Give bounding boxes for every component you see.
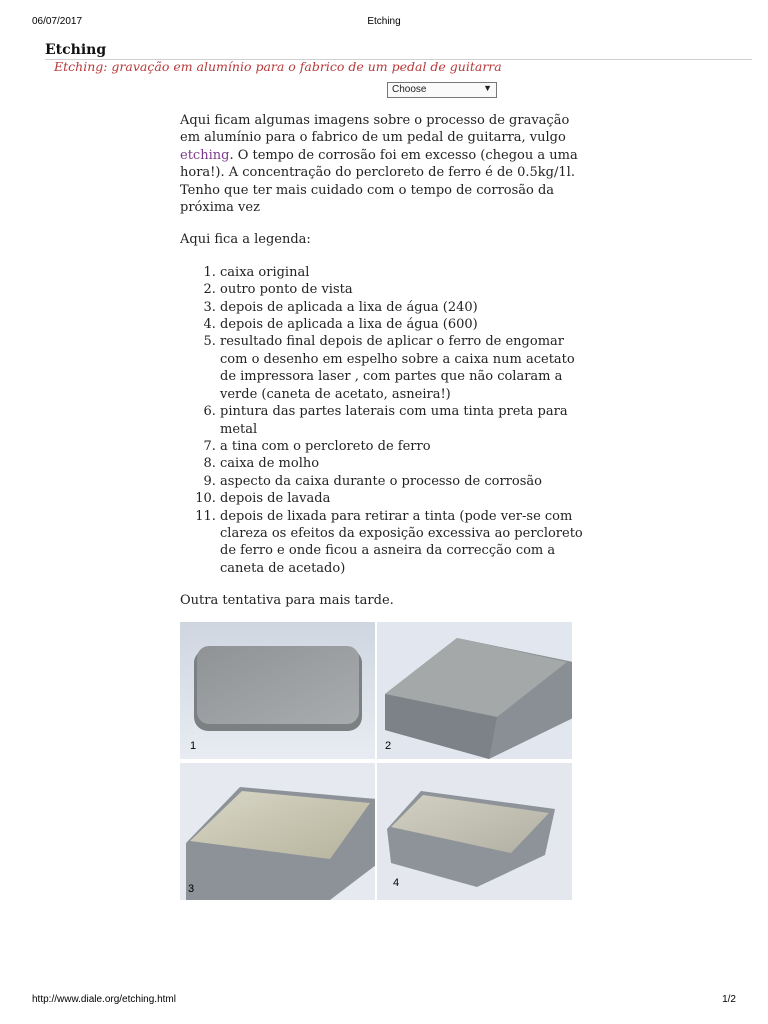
intro-paragraph — [180, 112, 590, 216]
legend-heading: Aqui fica a legenda: — [180, 232, 311, 248]
legend-item: 2. outro ponto de vista — [220, 281, 590, 298]
photo-number: 2 — [385, 740, 392, 752]
print-header — [32, 16, 736, 30]
aluminium-box-photo-icon — [377, 763, 572, 900]
print-date: 06/07/2017 — [32, 16, 83, 27]
legend-item: 1. caixa original — [220, 264, 590, 281]
legend-item: 11. depois de lixada para retirar a tinta (pode ver-se com clareza os efeitos da exposição excessiva ao percloreto de ferro e onde ficou a asneira da correcção com a caneta de acetado) — [220, 508, 590, 578]
page-select[interactable] — [387, 82, 497, 98]
photo-number: 3 — [188, 883, 195, 895]
print-title: Etching — [367, 16, 401, 27]
intro-text-1: Aqui ficam algumas imagens sobre o processo de gravação em alumínio para o fabrico de um pedal de guitarra, vulgo — [180, 113, 570, 146]
legend-item: 7. a tina com o percloreto de ferro — [220, 438, 590, 455]
legend-item: 9. aspecto da caixa durante o processo de corrosão — [220, 473, 590, 490]
site-title[interactable]: Etching — [45, 42, 107, 58]
photo-1[interactable] — [180, 622, 375, 759]
article-content — [180, 112, 590, 625]
etching-link[interactable]: etching — [180, 147, 230, 163]
page-select-value: Choose — [392, 84, 427, 95]
photo-4[interactable] — [377, 763, 572, 900]
page-count: 1/2 — [722, 994, 736, 1005]
legend-item: 6. pintura das partes laterais com uma tinta preta para metal — [220, 403, 590, 438]
page-url: http://www.diale.org/etching.html — [32, 994, 176, 1005]
closing-paragraph: Outra tentativa para mais tarde. — [180, 593, 394, 609]
chevron-down-icon: ▼ — [483, 83, 492, 93]
photo-number: 1 — [190, 740, 197, 752]
aluminium-box-photo-icon — [180, 622, 375, 759]
legend-list — [180, 264, 590, 577]
photo-2[interactable] — [377, 622, 572, 759]
aluminium-box-photo-icon — [377, 622, 572, 759]
legend-item: 10. depois de lavada — [220, 490, 590, 507]
legend-item: 4. depois de aplicada a lixa de água (600) — [220, 316, 590, 333]
aluminium-box-photo-icon — [180, 763, 375, 900]
photo-gallery — [180, 622, 572, 900]
print-footer — [32, 994, 736, 1008]
legend-item: 3. depois de aplicada a lixa de água (240) — [220, 299, 590, 316]
site-subtitle: Etching: gravação em alumínio para o fabrico de um pedal de guitarra — [54, 59, 502, 74]
legend-item: 8. caixa de molho — [220, 455, 590, 472]
photo-number: 4 — [393, 877, 400, 889]
legend-item: 5. resultado final depois de aplicar o ferro de engomar com o desenho em espelho sobre a caixa num acetato de impressora laser , com partes que não colaram a verde (caneta de acetato, asneira!) — [220, 333, 590, 403]
photo-3[interactable] — [180, 763, 375, 900]
intro-text-2: . O tempo de corrosão foi em excesso (chegou a uma hora!). A concentração do percloreto de ferro é de 0.5kg/1l. Tenho que ter mais cuidado com o tempo de corrosão da próxima vez — [180, 147, 578, 216]
